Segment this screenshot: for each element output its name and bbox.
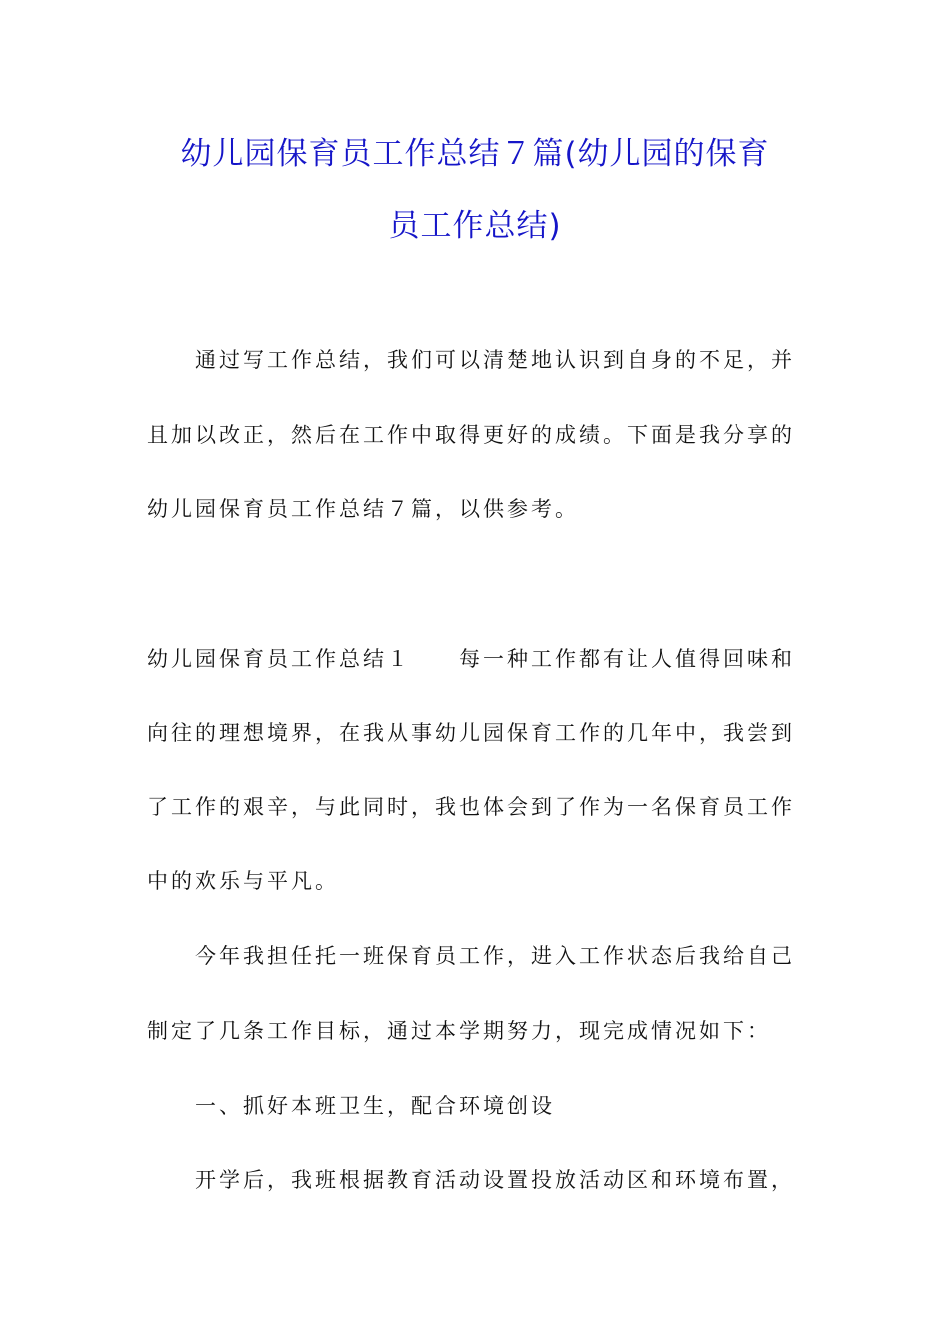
document-title-line-2: 员工作总结) xyxy=(388,208,562,244)
paragraph-line: 通过写工作总结，我们可以清楚地认识到自身的不足，并 xyxy=(195,348,795,372)
paragraph-line: 中的欢乐与平凡。 xyxy=(147,869,339,893)
paragraph-line: 幼儿园保育员工作总结７篇，以供参考。 xyxy=(147,497,579,521)
paragraph-line: 且加以改正，然后在工作中取得更好的成绩。下面是我分享的 xyxy=(147,423,795,447)
paragraph-line: 今年我担任托一班保育员工作，进入工作状态后我给自己 xyxy=(195,944,795,968)
paragraph-line: 制定了几条工作目标，通过本学期努力，现完成情况如下： xyxy=(147,1019,771,1043)
paragraph-line: 了工作的艰辛，与此同时，我也体会到了作为一名保育员工作 xyxy=(147,795,795,819)
document-title-line-1: 幼儿园保育员工作总结７篇(幼儿园的保育 xyxy=(180,136,770,172)
paragraph-line: 向往的理想境界，在我从事幼儿园保育工作的几年中，我尝到 xyxy=(147,721,795,745)
section-heading-line: 幼儿园保育员工作总结１ 每一种工作都有让人值得回味和 xyxy=(147,647,795,671)
subheading-line: 一、抓好本班卫生，配合环境创设 xyxy=(195,1094,555,1118)
paragraph-line: 开学后，我班根据教育活动设置投放活动区和环境布置， xyxy=(195,1168,795,1192)
